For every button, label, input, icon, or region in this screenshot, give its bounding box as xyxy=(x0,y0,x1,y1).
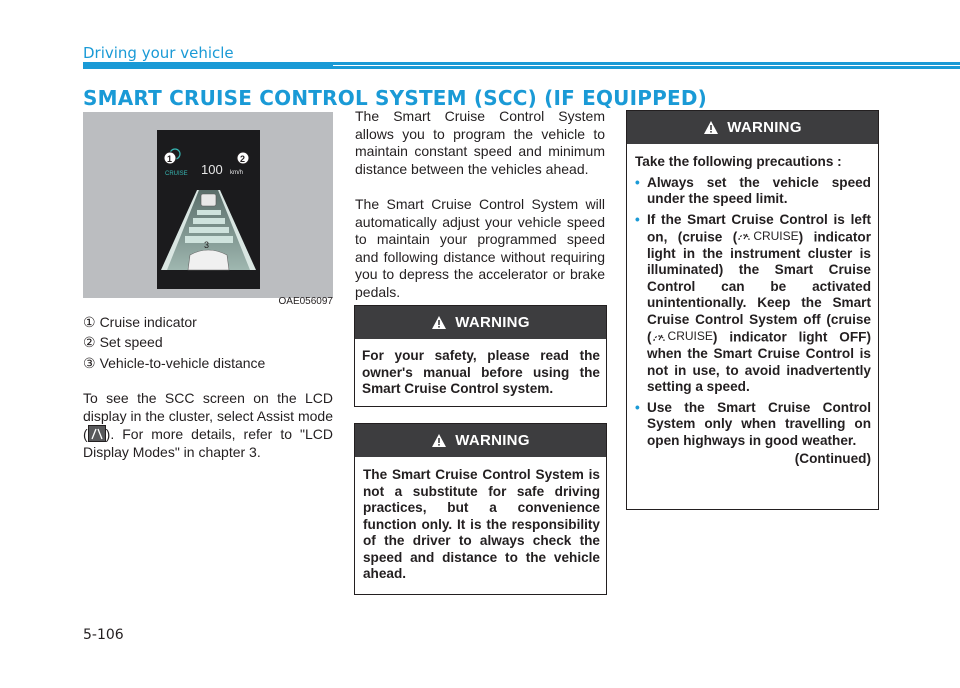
legend-item: ③ Vehicle-to-vehicle distance xyxy=(83,355,266,371)
warning-header xyxy=(627,111,878,144)
warning-title: WARNING xyxy=(455,432,530,449)
continued-label: (Continued) xyxy=(794,451,871,466)
warning-text: The Smart Cruise Control System is not a substitute for safe driving practices, but a convenience function only. It is the responsibility of the driver to always check the speed and distance to the vehicle ahead. xyxy=(363,467,600,581)
warning-box-precautions xyxy=(626,110,879,510)
warning-triangle-icon xyxy=(431,433,447,448)
warning-header xyxy=(355,306,606,339)
page-number: 5-106 xyxy=(83,627,124,643)
warning-title: WARNING xyxy=(727,119,802,136)
cruise-indicator-icon: CRUISE xyxy=(652,328,713,345)
warning-text: For your safety, please read the owner's manual before using the Smart Cruise Control system. xyxy=(362,348,600,396)
precautions-list xyxy=(635,175,871,450)
warning-header xyxy=(355,424,606,457)
precaution-item: • Always set the vehicle speed under the speed limit. xyxy=(635,174,871,206)
callout-2: 2 xyxy=(240,154,246,164)
warning-triangle-icon xyxy=(431,315,447,330)
assist-mode-icon xyxy=(88,425,106,442)
legend-item: ② Set speed xyxy=(83,334,163,350)
callout-1: 1 xyxy=(167,154,173,164)
warning-box-read-manual xyxy=(354,305,607,407)
cluster-figure xyxy=(83,112,333,298)
assist-mode-paragraph: To see the SCC screen on the LCD display in the cluster, select Assist mode ( ). For more details, refer to "LCD Display Modes" in chapter 3. xyxy=(83,390,333,460)
figure-code: OAE056097 xyxy=(278,296,333,307)
precaution-item: • If the Smart Cruise Control is left on, (cruise ( CRUISE ) indicator light in the instrument cluster is illuminated) the Smart Cruise Control can be activated unintentionally. Keep the Smart Cruise Control System off (cruise ( CRUISE ) indicator light OFF) when the Smart Cruise Control is not in use, to avoid inadvertently setting a speed. xyxy=(635,211,871,394)
precaution-item: • Use the Smart Cruise Control System only when travelling on open highways in good weather. xyxy=(635,399,871,448)
cluster-cruise-label: CRUISE xyxy=(165,171,188,177)
cluster-set-speed: 100 xyxy=(201,162,223,177)
callout-3: 3 xyxy=(204,240,210,250)
cluster-speed-unit: km/h xyxy=(230,170,244,176)
adjust-paragraph: The Smart Cruise Control System will automatically adjust your vehicle speed to maintain your programmed speed and following distance without requiring you to depress the accelerator or brake pedals. xyxy=(355,196,605,300)
intro-paragraph: The Smart Cruise Control System allows you to program the vehicle to maintain constant speed and minimum distance between the vehicles ahead. xyxy=(355,108,605,177)
precautions-intro: Take the following precautions : xyxy=(635,154,842,169)
warning-box-not-substitute xyxy=(354,423,607,595)
legend-item: ① Cruise indicator xyxy=(83,314,197,330)
warning-triangle-icon xyxy=(703,120,719,135)
warning-title: WARNING xyxy=(455,314,530,331)
callout-markers xyxy=(83,112,333,298)
cruise-indicator-icon: CRUISE xyxy=(737,228,798,245)
page-title: SMART CRUISE CONTROL SYSTEM (SCC) (IF EQUIPPED) xyxy=(83,86,707,110)
header-rule xyxy=(83,62,960,69)
section-title: Driving your vehicle xyxy=(83,44,234,62)
